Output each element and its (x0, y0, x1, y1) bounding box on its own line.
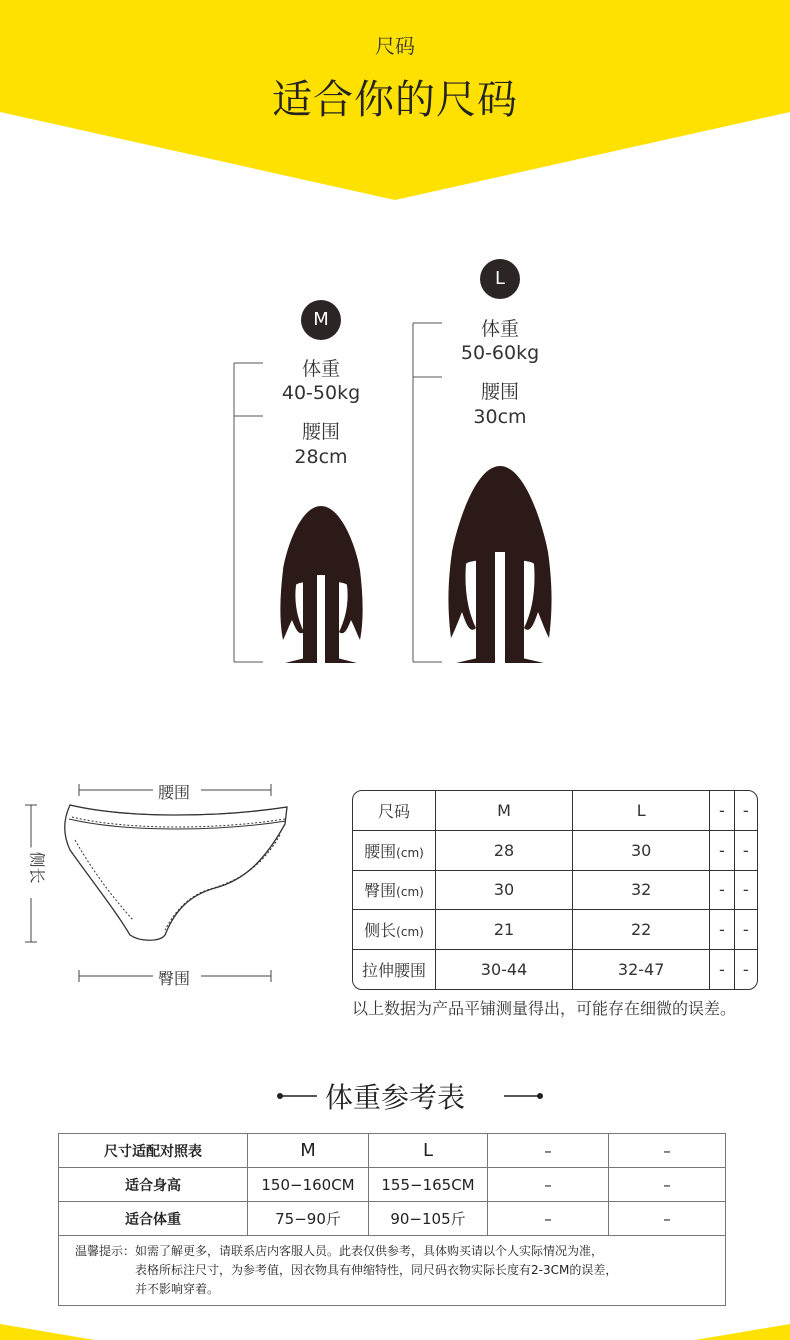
table-cell: 尺寸适配对照表 (59, 1134, 248, 1168)
table-cell: – (488, 1202, 609, 1236)
table-cell: - (710, 791, 734, 830)
weight-section-title: 体重参考表 (324, 1081, 465, 1114)
table-cell: - (710, 950, 734, 989)
table-cell: – (488, 1168, 609, 1202)
size-l-bracket (413, 323, 442, 662)
table-cell (353, 870, 436, 910)
table-cell: 30 (436, 870, 573, 910)
table-cell: 75−90斤 (248, 1202, 369, 1236)
table-cell: - (710, 830, 734, 870)
table-row (353, 870, 757, 910)
table-cell (353, 910, 436, 950)
tip-line: 如需了解更多，请联系店内客服人员。此表仅供参考，具体购买请以个人实际情况为准， (135, 1244, 604, 1258)
table-row (353, 791, 757, 830)
size-l-weight-label: 体重 (480, 318, 519, 340)
table-row (353, 910, 757, 950)
bottom-decoration (0, 1318, 790, 1340)
banner-title: 适合你的尺码 (272, 77, 518, 123)
table-cell: – (609, 1168, 726, 1202)
row-label: 侧长 (364, 921, 397, 941)
table-row (59, 1236, 726, 1306)
tip-line: 并不影响穿着。 (135, 1282, 220, 1296)
row-label: 腰围 (364, 841, 397, 861)
table-cell: 尺码 (353, 791, 436, 830)
table-cell: – (609, 1202, 726, 1236)
table-cell: - (734, 791, 757, 830)
table-cell: - (710, 870, 734, 910)
table-cell: M (436, 791, 573, 830)
row-label: 臀围 (364, 881, 397, 901)
table-row (59, 1134, 726, 1168)
table-cell: 32 (573, 870, 710, 910)
table-row (353, 830, 757, 870)
row-label: 拉伸腰围 (361, 961, 426, 981)
table-cell: 适合体重 (59, 1202, 248, 1236)
row-unit: (cm) (396, 885, 424, 900)
table-cell: 30 (573, 830, 710, 870)
table-cell: 90−105斤 (369, 1202, 488, 1236)
table-cell: - (734, 950, 757, 989)
size-m-waist: 28cm (294, 446, 348, 468)
size-l-waist: 30cm (473, 406, 527, 428)
table-cell: 适合身高 (59, 1168, 248, 1202)
garment-side-label: 侧长 (27, 847, 50, 887)
table-cell: 32-47 (573, 950, 710, 989)
banner-subtitle: 尺码 (375, 34, 415, 58)
table-cell: 28 (436, 830, 573, 870)
table-cell (353, 950, 436, 989)
size-l-badge: L (480, 259, 520, 299)
body-figures (0, 240, 790, 680)
tip-cell (59, 1236, 726, 1306)
size-m-bracket (234, 363, 263, 662)
table-cell: 30-44 (436, 950, 573, 989)
table-cell: – (609, 1134, 726, 1168)
table-cell: – (488, 1134, 609, 1168)
table-cell: 150−160CM (248, 1168, 369, 1202)
size-m-weight: 40-50kg (281, 382, 361, 404)
size-m-waist-label: 腰围 (301, 421, 340, 443)
size-table (352, 790, 758, 990)
table-cell: M (248, 1134, 369, 1168)
size-l-waist-label: 腰围 (480, 381, 519, 403)
table-cell: - (734, 830, 757, 870)
table-cell: L (573, 791, 710, 830)
size-m-badge: M (301, 300, 341, 340)
size-l-weight: 50-60kg (460, 342, 540, 364)
row-unit: (cm) (396, 925, 424, 940)
table-cell: 22 (573, 910, 710, 950)
weight-table (58, 1133, 726, 1306)
garment-hip-label: 臀围 (154, 966, 194, 989)
table-cell: 155−165CM (369, 1168, 488, 1202)
table-row (59, 1168, 726, 1202)
size-table-note: 以上数据为产品平铺测量得出，可能存在细微的误差。 (352, 999, 737, 1018)
row-unit: (cm) (396, 845, 424, 860)
table-cell: - (734, 870, 757, 910)
table-cell: L (369, 1134, 488, 1168)
table-row (59, 1202, 726, 1236)
table-cell: 21 (436, 910, 573, 950)
size-m-weight-label: 体重 (301, 358, 340, 380)
table-row (353, 950, 757, 989)
table-cell: - (734, 910, 757, 950)
table-cell (353, 830, 436, 870)
garment-waist-label: 腰围 (154, 780, 194, 803)
table-cell: - (710, 910, 734, 950)
tip-label: 温馨提示： (75, 1244, 136, 1258)
tip-line: 表格所标注尺寸，为参考值，因衣物具有伸缩特性，同尺码衣物实际长度有2-3CM的误差， (135, 1263, 618, 1277)
